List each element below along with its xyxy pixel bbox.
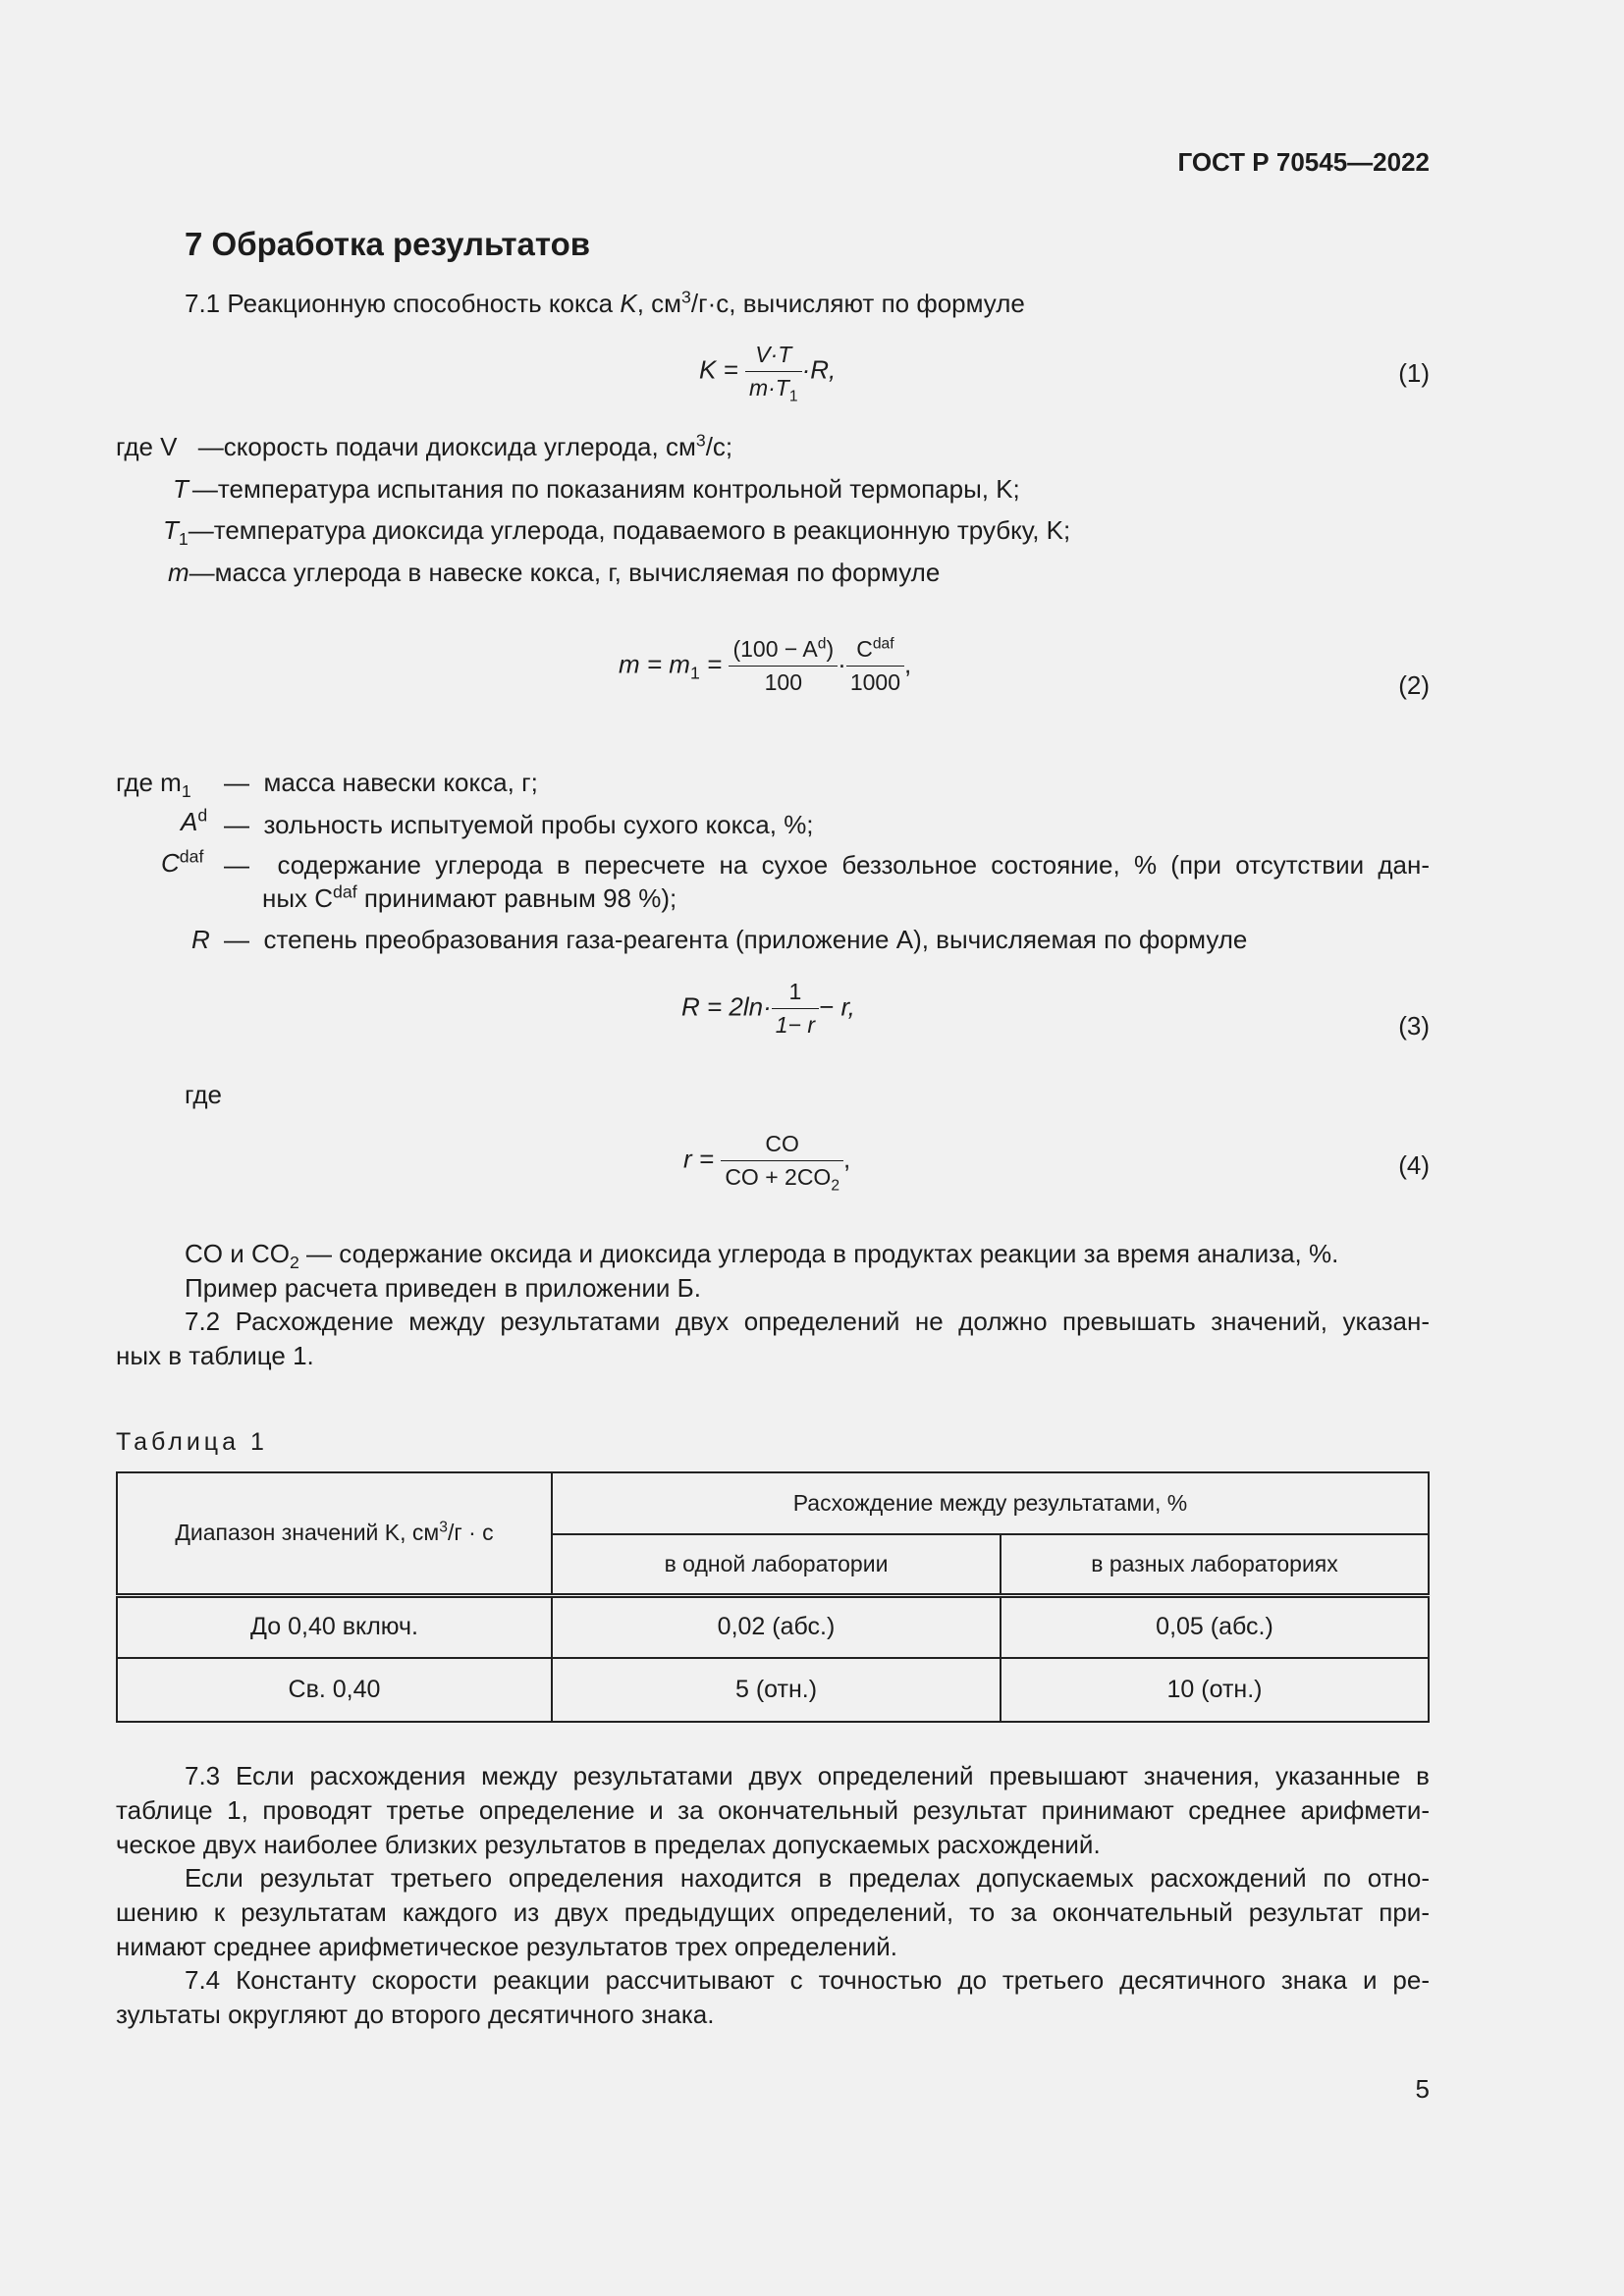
equation-number-2: (2) — [1398, 670, 1430, 700]
paragraph-7-2-line-2: ных в таблице 1. — [116, 1341, 314, 1370]
table-cell: 10 (отн.) — [1001, 1658, 1429, 1722]
co-definition: CO и $CO_2$ — содержание оксида и диоксида углерода в продуктах реакции за время анализа, %. — [185, 1239, 1339, 1273]
paragraph-7-3-line-2: таблице 1, проводят третье определение и за окончательный результат принимают среднее арифмети- — [116, 1795, 1430, 1825]
table-cell: До 0,40 включ. — [117, 1595, 552, 1658]
example-reference: Пример расчета приведен в приложении Б. — [185, 1273, 701, 1303]
definition-r: R — [191, 925, 210, 954]
definition-ad: $A^d$ — [181, 805, 208, 836]
formula-3: R = 2ln· $\frac{1}{1- r}$ − r, — [681, 979, 855, 1038]
formula-1: K = $\frac{V\cdot T}{m\cdot T_1}$ ·R, — [699, 342, 837, 405]
definition-v: где V —скорость подачи диоксида углерода, $см^3/с$; — [116, 430, 733, 461]
table-cell: 5 (отн.) — [552, 1658, 1001, 1722]
definition-t: T —температура испытания по показаниям контрольной термопары, K; — [173, 474, 1020, 504]
table-header-range: Диапазон значений K, $см^3/г \cdot с$ — [117, 1472, 552, 1595]
table-row — [117, 1658, 1429, 1722]
definition-t1: $T_1—температура$ диоксида углерода, подаваемого в реакционную трубку, K; — [163, 515, 1071, 550]
document-code: ГОСТ Р 70545—2022 — [1177, 147, 1430, 177]
formula-2: $m = m_1$ = $\frac{(100 - A^d)}{100}$ · $\frac{C^{daf}}{1000}$ , — [619, 635, 912, 695]
table-header-one-lab: в одной лаборатории — [552, 1534, 1001, 1595]
definition-m1: где $m_1$ — [116, 768, 191, 802]
equation-number-4: (4) — [1398, 1150, 1430, 1180]
paragraph-7-3-line-3: ческое двух наиболее близких результатов в пределах допускаемых расхождений. — [116, 1830, 1101, 1859]
table-row — [117, 1595, 1429, 1658]
definition-cdaf: $C^{daf}$ — [161, 846, 204, 878]
paragraph-7-3b-line-1: Если результат третьего определения находится в пределах допускаемых расхождений по отно- — [185, 1863, 1430, 1893]
definition-cdaf-text: — содержание углерода в пересчете на сухое беззольное состояние, % (при отсутствии дан- — [224, 850, 1430, 880]
page-number: 5 — [1415, 2074, 1430, 2104]
table-cell: 0,05 (абс.) — [1001, 1595, 1429, 1658]
where-label: где — [185, 1080, 222, 1109]
formula-4: r = $\frac{CO}{CO + 2CO_2}$ , — [683, 1131, 851, 1195]
definition-m1-text: — масса навески кокса, г; — [224, 768, 538, 797]
definition-r-text: — степень преобразования газа-реагента (приложение А), вычисляемая по формуле — [224, 925, 1248, 954]
table-header-discrepancy: Расхождение между результатами, % — [552, 1472, 1429, 1534]
equation-number-1: (1) — [1398, 358, 1430, 388]
table-1 — [116, 1471, 1430, 1723]
paragraph-7-1: 7.1 Реакционную способность кокса K, $см^3/г\cdot с$, вычисляют по формуле — [185, 287, 1025, 318]
equation-number-3: (3) — [1398, 1011, 1430, 1041]
table-caption: Таблица 1 — [116, 1428, 268, 1456]
section-title: 7 Обработка результатов — [185, 226, 591, 262]
table-cell: Св. 0,40 — [117, 1658, 552, 1722]
paragraph-7-4-line-1: 7.4 Константу скорости реакции рассчитывают с точностью до третьего десятичного знака и ре- — [185, 1965, 1430, 1995]
definition-ad-text: — зольность испытуемой пробы сухого кокса, %; — [224, 810, 814, 839]
definition-m: m—масса углерода в навеске кокса, г, вычисляемая по формуле — [168, 558, 941, 587]
paragraph-7-3b-line-3: нимают среднее арифметическое результатов трех определений. — [116, 1932, 897, 1961]
paragraph-7-3b-line-2: шению к результатам каждого из двух предыдущих определений, то за окончательный результат при- — [116, 1897, 1430, 1927]
paragraph-7-3-line-1: 7.3 Если расхождения между результатами двух определений превышают значения, указанные в — [185, 1761, 1430, 1790]
table-cell: 0,02 (абс.) — [552, 1595, 1001, 1658]
table-header-different-labs: в разных лабораториях — [1001, 1534, 1429, 1595]
paragraph-7-2-line-1: 7.2 Расхождение между результатами двух определений не должно превышать значений, указан- — [185, 1307, 1430, 1336]
paragraph-7-4-line-2: зультаты округляют до второго десятичного знака. — [116, 2000, 715, 2029]
definition-cdaf-cont: ных $C^{daf}$ принимают равным 98 %); — [262, 881, 677, 913]
